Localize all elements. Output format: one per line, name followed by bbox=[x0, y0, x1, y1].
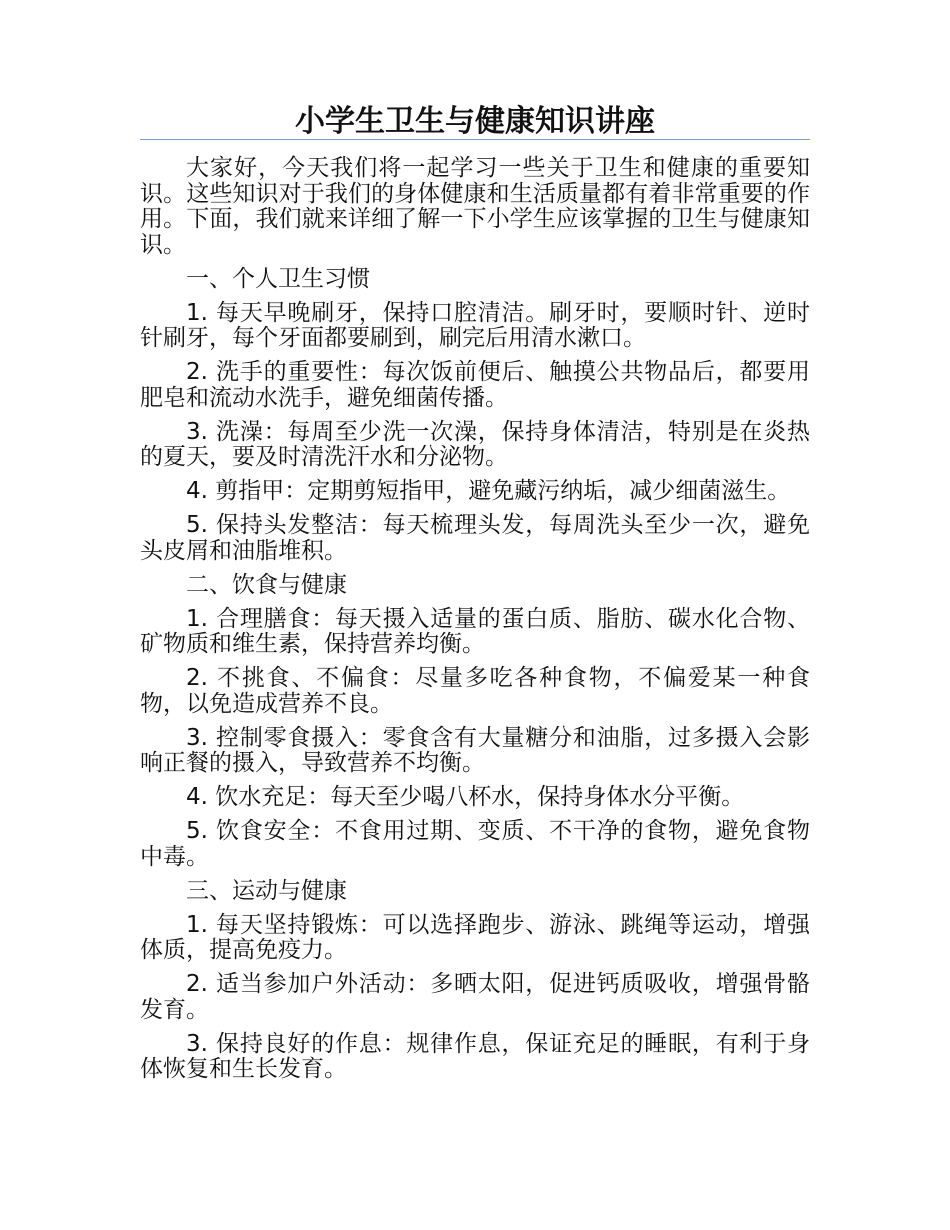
list-item: 3. 保持良好的作息：规律作息，保证充足的睡眠，有利于身体恢复和生长发育。 bbox=[140, 1030, 810, 1082]
list-item: 2. 适当参加户外活动：多晒太阳，促进钙质吸收，增强骨骼发育。 bbox=[140, 971, 810, 1023]
section-heading-personal-hygiene: 一、个人卫生习惯 bbox=[186, 265, 370, 292]
list-item: 4. 饮水充足：每天至少喝八杯水，保持身体水分平衡。 bbox=[186, 784, 745, 810]
list-item: 1. 合理膳食：每天摄入适量的蛋白质、脂肪、碳水化合物、矿物质和维生素，保持营养均衡。 bbox=[140, 605, 810, 657]
list-item: 1. 每天坚持锻炼：可以选择跑步、游泳、跳绳等运动，增强体质，提高免疫力。 bbox=[140, 911, 810, 963]
list-item: 2. 不挑食、不偏食：尽量多吃各种食物，不偏爱某一种食物，以免造成营养不良。 bbox=[140, 665, 810, 717]
intro-paragraph: 大家好，今天我们将一起学习一些关于卫生和健康的重要知识。这些知识对于我们的身体健康和生活质量都有着非常重要的作用。下面，我们就来详细了解一下小学生应该掌握的卫生与健康知识。 bbox=[140, 155, 810, 258]
list-item: 1. 每天早晚刷牙，保持口腔清洁。刷牙时，要顺时针、逆时针刷牙，每个牙面都要刷到，刷完后用清水漱口。 bbox=[140, 299, 810, 351]
document-body bbox=[140, 156, 810, 1091]
section-heading-diet: 二、饮食与健康 bbox=[186, 571, 347, 598]
list-item: 5. 保持头发整洁：每天梳理头发，每周洗头至少一次，避免头皮屑和油脂堆积。 bbox=[140, 512, 810, 564]
list-item: 5. 饮食安全：不食用过期、变质、不干净的食物，避免食物中毒。 bbox=[140, 818, 810, 870]
list-item: 4. 剪指甲：定期剪短指甲，避免藏污纳垢，减少细菌滋生。 bbox=[186, 478, 791, 504]
list-item: 3. 控制零食摄入：零食含有大量糖分和油脂，过多摄入会影响正餐的摄入，导致营养不均衡。 bbox=[140, 724, 810, 776]
title-underline bbox=[140, 139, 810, 140]
list-item: 2. 洗手的重要性：每次饭前便后、触摸公共物品后，都要用肥皂和流动水洗手，避免细菌传播。 bbox=[140, 359, 810, 411]
list-item: 3. 洗澡：每周至少洗一次澡，保持身体清洁，特别是在炎热的夏天，要及时清洗汗水和分泌物。 bbox=[140, 418, 810, 470]
section-heading-exercise: 三、运动与健康 bbox=[186, 877, 347, 904]
page-title: 小学生卫生与健康知识讲座 bbox=[295, 104, 655, 139]
